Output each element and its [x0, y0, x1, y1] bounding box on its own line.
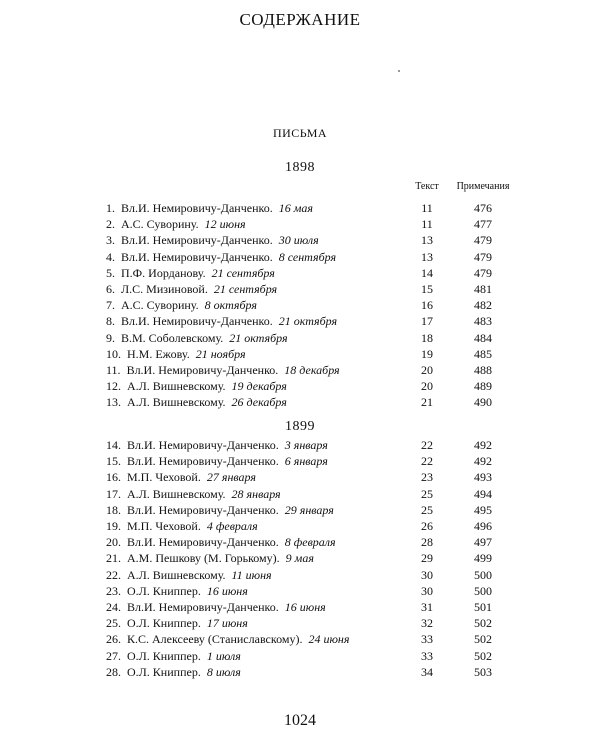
text-page-number: 11 — [421, 217, 433, 232]
entry-date: 21 октября — [229, 331, 290, 345]
entry-addressee: А.С. Суворину. — [121, 217, 202, 231]
entry-number: 12. — [106, 379, 124, 393]
entry-addressee: А.С. Суворину. — [121, 298, 202, 312]
notes-page-number: 484 — [474, 330, 492, 345]
entry-addressee: О.Л. Книппер. — [127, 616, 204, 630]
toc-entry — [0, 550, 600, 566]
entry-addressee: В.М. Соболевскому. — [121, 331, 226, 345]
notes-page-number: 497 — [474, 535, 492, 550]
entry-addressee: О.Л. Книппер. — [127, 665, 204, 679]
entry-number: 6. — [106, 282, 118, 296]
entry-addressee: А.М. Пешкову (М. Горькому). — [127, 551, 283, 565]
text-page-number: 25 — [421, 502, 433, 517]
entry-number: 9. — [106, 331, 118, 345]
entry-addressee: М.П. Чеховой. — [127, 519, 204, 533]
notes-page-number: 476 — [474, 201, 492, 215]
toc-entry — [0, 664, 600, 680]
text-page-number: 20 — [421, 363, 433, 377]
entry-date: 16 июня — [285, 600, 329, 614]
notes-page-number: 492 — [474, 438, 492, 452]
notes-page-number: 494 — [474, 486, 492, 501]
toc-entry — [0, 297, 600, 313]
entry-addressee: О.Л. Книппер. — [127, 649, 204, 663]
toc-entry — [0, 378, 600, 394]
text-page-number: 16 — [421, 298, 433, 313]
text-page-number: 30 — [421, 583, 433, 598]
entry-number: 23. — [106, 584, 124, 598]
page-title: СОДЕРЖАНИЕ — [239, 10, 361, 29]
entry-date: 11 июня — [232, 568, 275, 582]
entry-date: 28 января — [232, 487, 284, 501]
entry-addressee: Вл.И. Немировичу-Данченко. — [127, 438, 282, 452]
entry-number: 28. — [106, 665, 124, 679]
stray-dot-mark — [398, 70, 400, 72]
text-page-number: 11 — [421, 201, 433, 215]
entry-date: 30 июля — [279, 233, 322, 247]
notes-page-number: 488 — [474, 363, 492, 377]
text-page-number: 22 — [421, 454, 433, 469]
toc-entry — [0, 583, 600, 599]
entry-addressee: Вл.И. Немировичу-Данченко. — [127, 600, 282, 614]
entry-addressee: Вл.И. Немировичу-Данченко. — [121, 250, 276, 264]
entry-addressee: К.С. Алексееву (Станиславскому). — [127, 632, 305, 646]
entry-number: 5. — [106, 266, 118, 280]
entry-label — [106, 249, 406, 265]
text-page-number: 33 — [421, 632, 433, 647]
text-page-number: 23 — [421, 470, 433, 485]
entry-number: 11. — [106, 363, 124, 377]
entry-number: 16. — [106, 470, 124, 484]
entry-label — [106, 599, 406, 615]
entry-date: 1 июля — [207, 649, 244, 663]
entry-label — [106, 265, 406, 281]
entry-addressee: А.Л. Вишневскому. — [127, 568, 229, 582]
entry-label — [106, 394, 406, 410]
notes-page-number: 500 — [474, 583, 492, 598]
toc-entry — [0, 648, 600, 664]
notes-page-number: 501 — [474, 600, 492, 614]
toc-entry — [0, 281, 600, 297]
section-title: ПИСЬМА — [272, 126, 328, 140]
toc-entry — [0, 216, 600, 232]
entry-number: 21. — [106, 551, 124, 565]
entry-label — [106, 469, 406, 485]
entry-date: 21 ноября — [196, 347, 249, 361]
notes-page-number: 502 — [474, 648, 492, 663]
entry-label — [106, 518, 406, 534]
entry-number: 20. — [106, 535, 124, 549]
text-page-number: 15 — [421, 282, 433, 296]
notes-page-number: 481 — [474, 282, 492, 296]
toc-entry — [0, 469, 600, 485]
text-page-number: 18 — [421, 330, 433, 345]
entry-number: 26. — [106, 632, 124, 646]
text-page-number: 34 — [421, 664, 433, 679]
entry-date: 18 декабря — [284, 363, 342, 377]
entry-addressee: А.Л. Вишневскому. — [127, 487, 229, 501]
column-headers — [0, 181, 600, 195]
entry-number: 27. — [106, 649, 124, 663]
toc-entry — [0, 394, 600, 410]
text-page-number: 32 — [421, 616, 433, 631]
entry-label — [106, 567, 406, 583]
toc-entry — [0, 631, 600, 647]
notes-page-number: 479 — [474, 265, 492, 280]
text-page-number: 25 — [421, 486, 433, 501]
entry-label — [106, 502, 406, 518]
toc-entry — [0, 346, 600, 362]
entry-addressee: Вл.И. Немировичу-Данченко. — [127, 454, 282, 468]
toc-entry — [0, 534, 600, 550]
toc-entry — [0, 265, 600, 281]
entry-number: 22. — [106, 568, 124, 582]
entry-number: 3. — [106, 233, 118, 247]
entry-number: 18. — [106, 503, 124, 517]
toc-entry — [0, 313, 600, 329]
year-heading-1899: 1899 — [285, 419, 315, 434]
entry-date: 27 января — [207, 470, 259, 484]
footer-page-number: 1024 — [284, 712, 316, 729]
text-page-number: 21 — [421, 395, 433, 410]
entry-label — [106, 232, 406, 248]
entry-date: 9 мая — [286, 551, 317, 565]
entry-addressee: А.Л. Вишневскому. — [127, 395, 229, 409]
notes-page-number: 493 — [474, 470, 492, 485]
notes-page-number: 485 — [474, 346, 492, 361]
entry-date: 12 июня — [205, 217, 249, 231]
entry-addressee: Вл.И. Немировичу-Данченко. — [121, 233, 276, 247]
toc-entry — [0, 232, 600, 248]
entry-label — [106, 378, 406, 394]
entry-label — [106, 550, 406, 566]
text-page-number: 13 — [421, 249, 433, 264]
text-page-number: 19 — [421, 346, 433, 361]
entry-number: 10. — [106, 347, 124, 361]
entry-label — [106, 583, 406, 599]
entry-addressee: Вл.И. Немировичу-Данченко. — [127, 503, 282, 517]
entry-addressee: Вл.И. Немировичу-Данченко. — [127, 535, 282, 549]
text-page-number: 17 — [421, 314, 433, 329]
toc-entry — [0, 615, 600, 631]
entry-date: 21 сентября — [212, 266, 278, 280]
toc-entry — [0, 437, 600, 453]
entry-label — [106, 631, 406, 647]
entry-date: 8 сентября — [279, 250, 339, 264]
toc-entry — [0, 567, 600, 583]
toc-entry — [0, 453, 600, 469]
entry-addressee: А.Л. Вишневскому. — [127, 379, 229, 393]
entry-date: 16 мая — [279, 201, 316, 215]
entry-label — [106, 437, 406, 453]
entry-number: 7. — [106, 298, 118, 312]
entry-addressee: Вл.И. Немировичу-Данченко. — [121, 201, 276, 215]
entry-number: 25. — [106, 616, 124, 630]
notes-page-number: 495 — [474, 502, 492, 517]
column-header-text: Текст — [415, 181, 439, 192]
toc-entry — [0, 502, 600, 518]
entry-label — [106, 297, 406, 313]
entry-label — [106, 281, 406, 297]
notes-page-number: 502 — [474, 616, 492, 631]
toc-entry — [0, 518, 600, 534]
notes-page-number: 482 — [474, 298, 492, 313]
entry-addressee: М.П. Чеховой. — [127, 470, 204, 484]
text-page-number: 20 — [421, 379, 433, 394]
entry-date: 8 июля — [207, 665, 244, 679]
notes-page-number: 503 — [474, 664, 492, 679]
entry-date: 21 сентября — [214, 282, 280, 296]
entry-number: 4. — [106, 250, 118, 264]
entry-label — [106, 615, 406, 631]
entry-number: 17. — [106, 487, 124, 501]
entry-date: 8 октября — [205, 298, 260, 312]
text-page-number: 14 — [421, 265, 433, 280]
notes-page-number: 499 — [474, 551, 492, 566]
toc-entry — [0, 249, 600, 265]
notes-page-number: 477 — [474, 217, 492, 232]
notes-page-number: 500 — [474, 567, 492, 582]
entry-date: 24 июня — [308, 632, 352, 646]
entry-label — [106, 346, 406, 362]
entry-number: 2. — [106, 217, 118, 231]
entry-date: 3 января — [285, 438, 331, 452]
text-page-number: 13 — [421, 233, 433, 248]
notes-page-number: 502 — [474, 632, 492, 647]
entry-label — [106, 486, 406, 502]
entry-label — [106, 216, 406, 232]
entry-number: 13. — [106, 395, 124, 409]
entry-date: 16 июня — [207, 584, 251, 598]
entry-addressee: Л.С. Мизиновой. — [121, 282, 211, 296]
text-page-number: 26 — [421, 519, 433, 533]
entry-date: 21 октября — [279, 314, 340, 328]
entry-number: 24. — [106, 600, 124, 614]
entry-addressee: О.Л. Книппер. — [127, 584, 204, 598]
entry-addressee: Вл.И. Немировичу-Данченко. — [127, 363, 282, 377]
notes-page-number: 496 — [474, 519, 492, 533]
entry-date: 19 декабря — [232, 379, 290, 393]
column-header-notes: Примечания — [456, 181, 510, 192]
entry-number: 8. — [106, 314, 118, 328]
entry-label — [106, 313, 406, 329]
entry-date: 6 января — [285, 454, 331, 468]
text-page-number: 22 — [421, 438, 433, 452]
toc-entry — [0, 200, 600, 216]
toc-entry — [0, 330, 600, 346]
notes-page-number: 492 — [474, 454, 492, 469]
entry-label — [106, 362, 406, 378]
notes-page-number: 489 — [474, 379, 492, 394]
notes-page-number: 479 — [474, 249, 492, 264]
entry-label — [106, 453, 406, 469]
entry-date: 8 февраля — [285, 535, 339, 549]
notes-page-number: 483 — [474, 314, 492, 329]
text-page-number: 33 — [421, 648, 433, 663]
entry-number: 1. — [106, 201, 118, 215]
entry-number: 14. — [106, 438, 124, 452]
entry-number: 15. — [106, 454, 124, 468]
entry-addressee: Вл.И. Немировичу-Данченко. — [121, 314, 276, 328]
notes-page-number: 479 — [474, 233, 492, 248]
text-page-number: 28 — [421, 535, 433, 550]
entry-label — [106, 664, 406, 680]
text-page-number: 29 — [421, 551, 433, 566]
toc-entry — [0, 486, 600, 502]
entry-label — [106, 534, 406, 550]
year-heading-1898: 1898 — [285, 160, 315, 175]
entry-label — [106, 330, 406, 346]
entry-label — [106, 648, 406, 664]
entry-date: 29 января — [285, 503, 337, 517]
entry-date: 17 июня — [207, 616, 251, 630]
text-page-number: 31 — [421, 600, 433, 614]
notes-page-number: 490 — [474, 395, 492, 410]
entry-addressee: П.Ф. Иорданову. — [121, 266, 209, 280]
toc-entry — [0, 599, 600, 615]
text-page-number: 30 — [421, 567, 433, 582]
entry-date: 26 декабря — [232, 395, 290, 409]
entry-date: 4 февраля — [207, 519, 261, 533]
entry-addressee: Н.М. Ежову. — [127, 347, 193, 361]
toc-entry — [0, 362, 600, 378]
entry-label — [106, 200, 406, 216]
entry-number: 19. — [106, 519, 124, 533]
